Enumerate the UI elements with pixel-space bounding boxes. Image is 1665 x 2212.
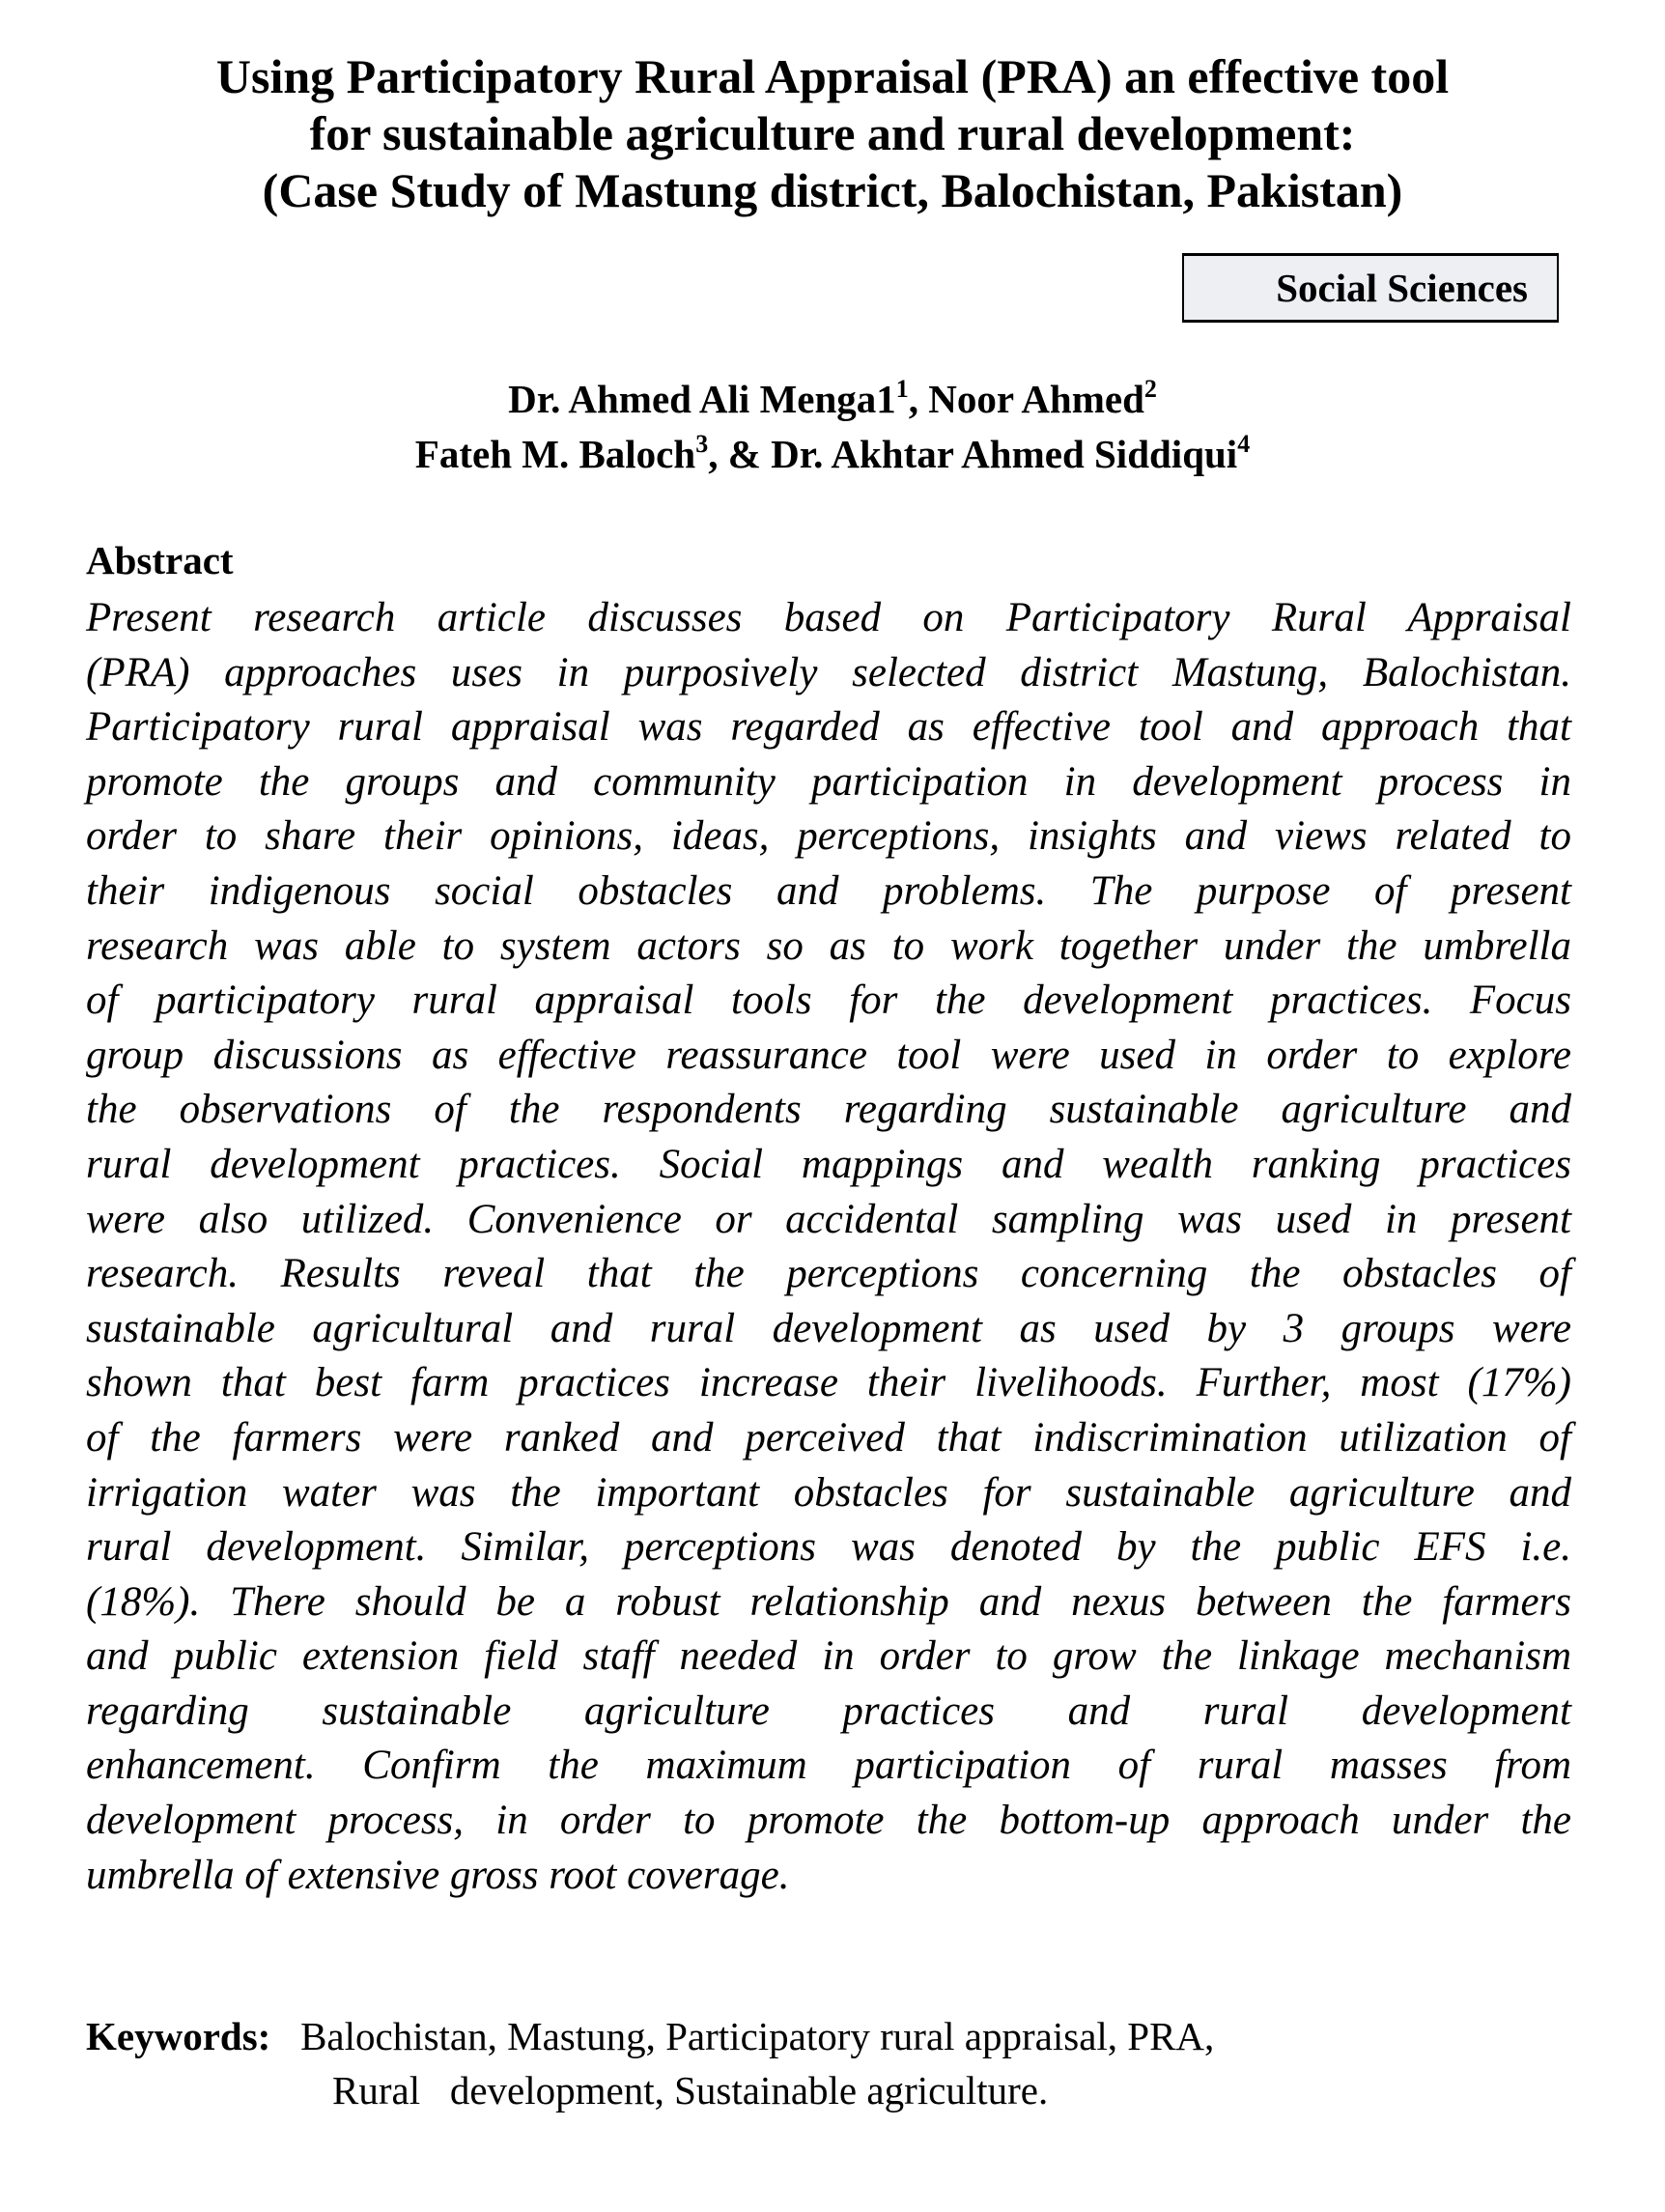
keywords-text: Balochistan, Mastung, Participatory rural appraisal, PRA, (300, 2014, 1215, 2058)
abstract-line: enhancement. Confirm the maximum participation of rural masses from (86, 1743, 1571, 1789)
abstract-line: and public extension field staff needed in order to grow the linkage mechanism (86, 1633, 1571, 1680)
keywords-line (86, 2009, 1214, 2063)
abstract-line: irrigation water was the important obstacles for sustainable agriculture and (86, 1469, 1571, 1516)
keywords-label: Keywords: (86, 2014, 271, 2058)
author-line (0, 427, 1665, 482)
paper-title (0, 48, 1665, 219)
author-affiliation: 2 (1143, 375, 1157, 403)
abstract-line: (PRA) approaches uses in purposively selected district Mastung, Balochistan. (86, 649, 1571, 695)
abstract-line: Present research article discusses based on Participatory Rural Appraisal (86, 595, 1571, 640)
title-line: for sustainable agriculture and rural development: (309, 106, 1356, 160)
author-separator: , & (708, 432, 772, 476)
keywords-section (86, 2009, 1214, 2117)
keywords-text: Rural development, Sustainable agriculture. (332, 2068, 1049, 2113)
abstract-line: umbrella of extensive gross root coverage. (86, 1852, 790, 1898)
author-list (0, 372, 1665, 482)
author-separator: , (908, 377, 929, 421)
abstract-line: of participatory rural appraisal tools for the development practices. Focus (86, 978, 1571, 1024)
abstract-line: order to share their opinions, ideas, perceptions, insights and views related to (86, 813, 1571, 860)
abstract-line: (18%). There should be a robust relationship and nexus between the farmers (86, 1578, 1571, 1625)
author-affiliation: 4 (1237, 430, 1251, 458)
section-label: Social Sciences (1182, 253, 1559, 323)
title-line: Using Participatory Rural Appraisal (PRA) an effective tool (215, 49, 1450, 103)
abstract-line: regarding sustainable agriculture practices and rural development (86, 1687, 1571, 1734)
abstract-heading: Abstract (86, 538, 234, 582)
abstract-line: research was able to system actors so as to work together under the umbrella (86, 922, 1571, 969)
abstract-line: rural development practices. Social mappings and wealth ranking practices (86, 1141, 1571, 1187)
title-line: (Case Study of Mastung district, Balochistan, Pakistan) (262, 163, 1403, 217)
abstract-line: promote the groups and community participation in development process in (86, 758, 1571, 805)
abstract-line: their indigenous social obstacles and problems. The purpose of present (86, 867, 1571, 914)
abstract-line: group discussions as effective reassurance tool were used in order to explore (86, 1032, 1571, 1078)
keywords-line (86, 2063, 1214, 2117)
abstract-body (86, 591, 1571, 1903)
abstract-line: development process, in order to promote the bottom-up approach under the (86, 1798, 1571, 1844)
author-line (0, 372, 1665, 427)
author-name: Fateh M. Baloch (414, 432, 696, 476)
abstract-line: shown that best farm practices increase their livelihoods. Further, most (17%) (86, 1360, 1571, 1406)
author-name: Dr. Akhtar Ahmed Siddiqui (771, 432, 1238, 476)
author-affiliation: 1 (895, 375, 909, 403)
abstract-line: research. Results reveal that the perceptions concerning the obstacles of (86, 1251, 1571, 1297)
abstract-line: Participatory rural appraisal was regarded as effective tool and approach that (86, 704, 1571, 751)
author-name: Dr. Ahmed Ali Menga1 (508, 377, 896, 421)
abstract-line: rural development. Similar, perceptions was denoted by the public EFS i.e. (86, 1524, 1571, 1571)
abstract-line: were also utilized. Convenience or accidental sampling was used in present (86, 1196, 1571, 1242)
abstract-line: sustainable agricultural and rural development as used by 3 groups were (86, 1305, 1571, 1351)
author-name: Noor Ahmed (928, 377, 1144, 421)
abstract-line: the observations of the respondents regarding sustainable agriculture and (86, 1087, 1571, 1133)
author-affiliation: 3 (695, 430, 709, 458)
abstract-line: of the farmers were ranked and perceived that indiscrimination utilization of (86, 1414, 1571, 1460)
